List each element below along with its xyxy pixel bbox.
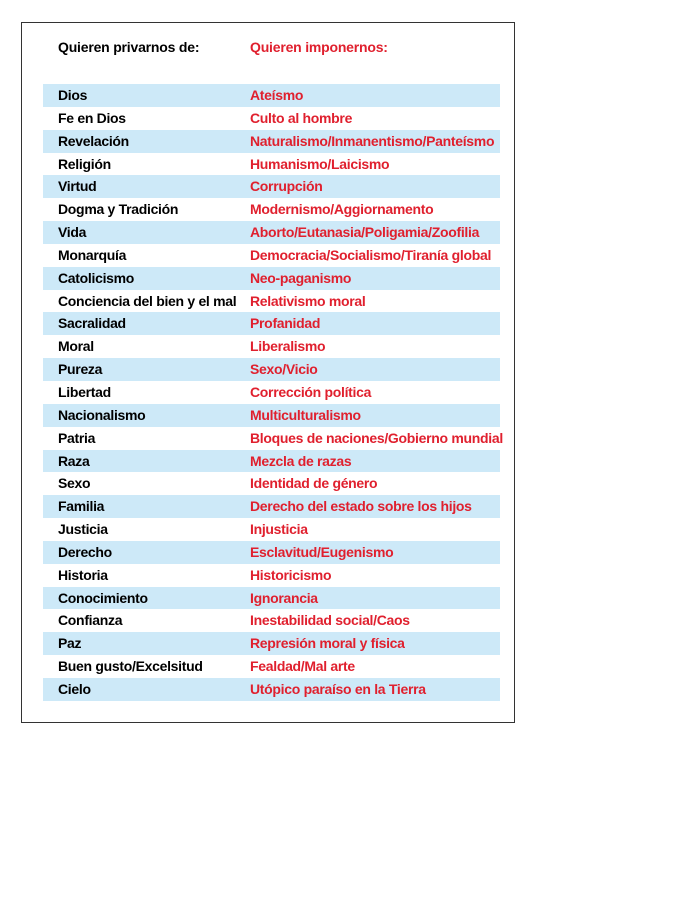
table-row [43,335,500,358]
row-right-text: Aborto/Eutanasia/Poligamia/Zoofilia [250,224,480,241]
row-left-text: Nacionalismo [58,406,146,423]
row-left-text: Sacralidad [58,315,126,332]
row-left-text: Justicia [58,521,108,538]
header-right-label: Quieren imponernos: [250,39,388,55]
row-left-text: Moral [58,338,94,355]
row-right-text: Bloques de naciones/Gobierno mundial [250,429,503,446]
table-row [43,541,500,564]
table-row [43,472,500,495]
row-right-text: Corrupción [250,178,323,195]
table-row [43,404,500,427]
row-left-text: Fe en Dios [58,109,126,126]
row-right-text: Naturalismo/Inmanentismo/Panteísmo [250,132,495,149]
table-row [43,587,500,610]
row-right-text: Relativismo moral [250,292,366,309]
comparison-table [43,84,503,701]
row-right-text: Mezcla de razas [250,452,352,469]
row-left-text: Catolicismo [58,269,135,286]
row-left-text: Historia [58,566,108,583]
table-row [43,312,500,335]
row-right-text: Corrección política [250,383,372,400]
row-left-text: Dios [58,87,88,103]
table-row [43,609,500,632]
row-left-text: Religión [58,155,111,172]
table-row [43,198,500,221]
row-right-text: Profanidad [250,315,321,332]
row-right-text: Liberalismo [250,338,326,355]
row-left-text: Vida [58,224,87,241]
table-row [43,175,500,198]
table-row [43,450,500,473]
table-row [43,130,500,153]
row-right-text: Democracia/Socialismo/Tiranía global [250,246,492,263]
table-row [43,518,500,541]
row-left-text: Patria [58,429,96,446]
table-row [43,495,500,518]
table-row [43,221,500,244]
table-header [58,39,508,61]
row-right-text: Utópico paraíso en la Tierra [250,680,426,697]
table-row [43,267,500,290]
row-right-text: Fealdad/Mal arte [250,658,355,675]
row-right-text: Identidad de género [250,475,378,492]
table-row [43,427,503,450]
row-left-text: Pureza [58,361,103,378]
row-left-text: Derecho [58,543,112,560]
row-right-text: Esclavitud/Eugenismo [250,543,394,560]
row-right-text: Injusticia [250,521,308,538]
table-row [43,358,500,381]
row-left-text: Virtud [58,178,97,195]
row-left-text: Buen gusto/Excelsitud [58,658,203,675]
row-left-text: Conocimiento [58,589,148,606]
table-row [43,153,500,176]
row-right-text: Represión moral y física [250,635,405,652]
row-right-text: Culto al hombre [250,109,353,126]
table-row [43,655,500,678]
row-left-text: Paz [58,635,82,652]
row-right-text: Ignorancia [250,589,318,606]
table-row [43,84,500,107]
row-right-text: Sexo/Vicio [250,361,318,378]
table-row [43,290,500,313]
row-right-text: Derecho del estado sobre los hijos [250,498,472,515]
row-left-text: Monarquía [58,246,127,263]
table-row [43,381,500,404]
header-left-label: Quieren privarnos de: [58,39,200,55]
row-left-text: Sexo [58,475,91,492]
row-right-text: Multiculturalismo [250,406,361,423]
table-row [43,107,500,130]
row-right-text: Inestabilidad social/Caos [250,612,410,629]
row-left-text: Conciencia del bien y el mal [58,292,237,309]
row-left-text: Dogma y Tradición [58,201,179,218]
table-row [43,678,500,701]
table-row [43,632,500,655]
row-right-text: Historicismo [250,566,332,583]
row-right-text: Modernismo/Aggiornamento [250,201,434,218]
table-row [43,244,500,267]
row-left-text: Familia [58,498,105,515]
row-left-text: Cielo [58,680,91,697]
row-left-text: Revelación [58,132,129,149]
row-left-text: Libertad [58,383,111,400]
table-row [43,564,500,587]
row-right-text: Humanismo/Laicismo [250,155,390,172]
row-left-text: Confianza [58,612,123,629]
document-frame [21,22,515,723]
row-right-text: Ateísmo [250,87,304,103]
row-left-text: Raza [58,452,90,469]
row-right-text: Neo-paganismo [250,269,352,286]
